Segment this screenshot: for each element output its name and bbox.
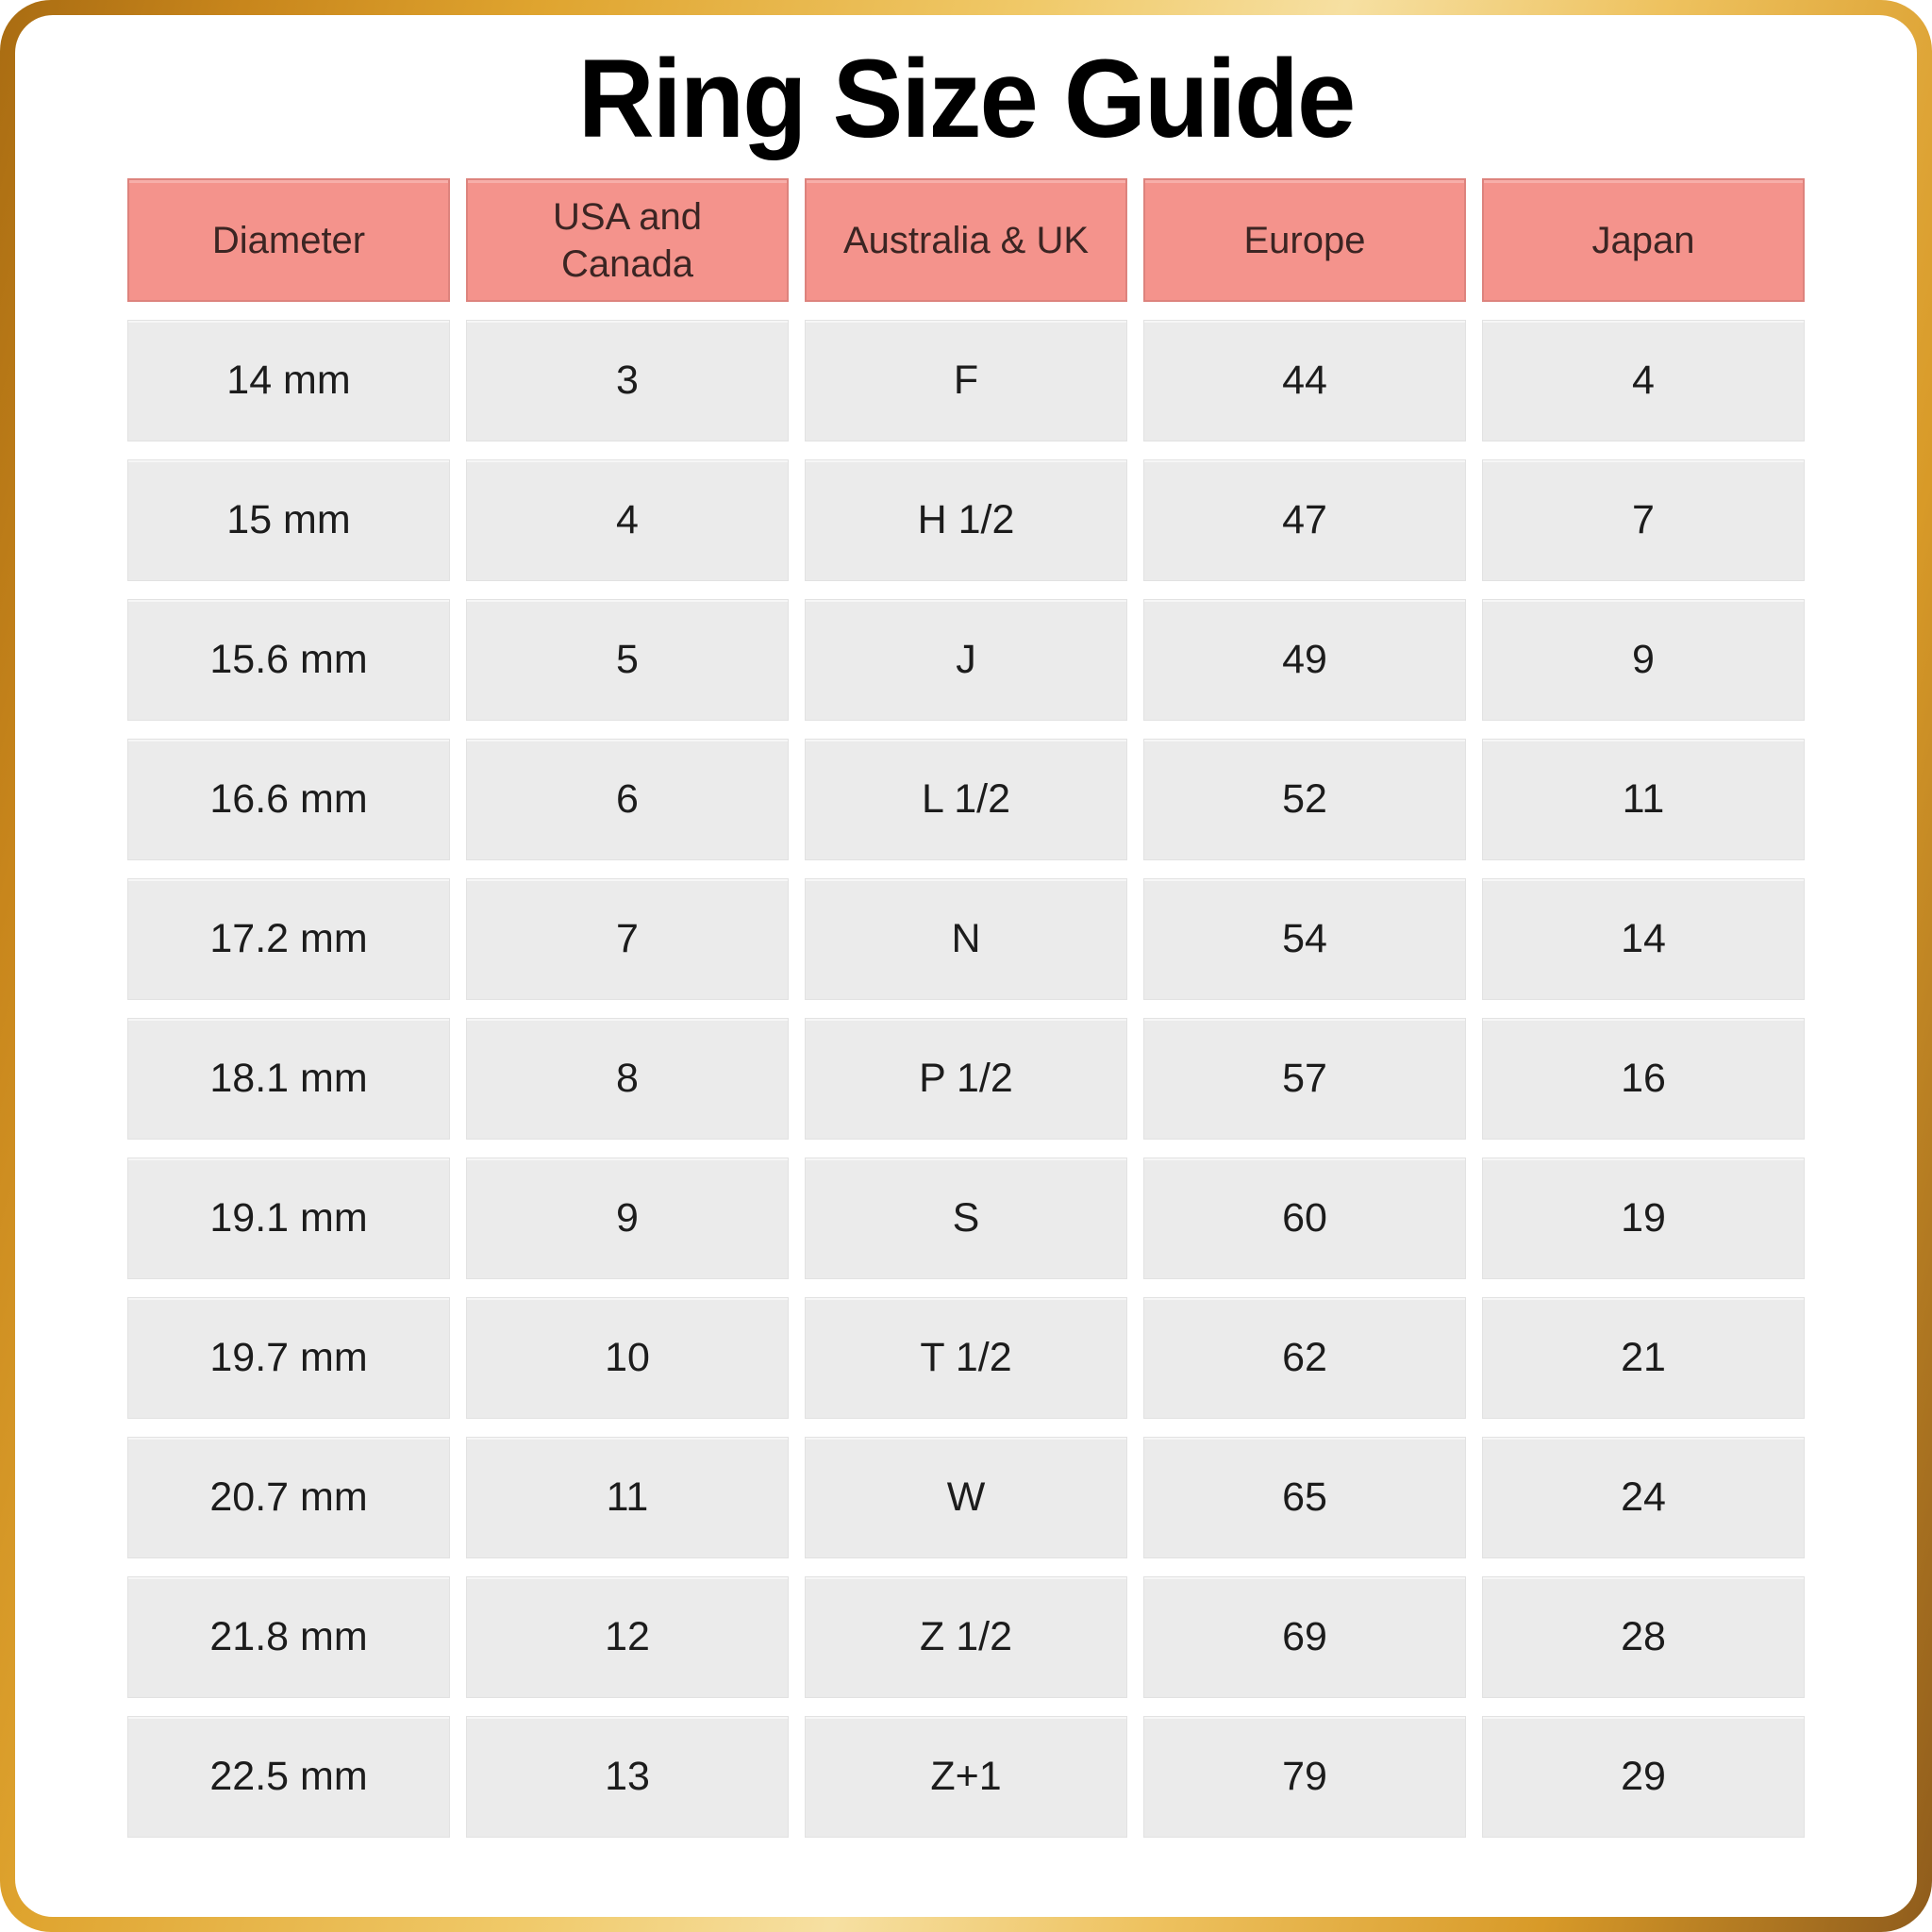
table-cell: 29 (1482, 1716, 1805, 1838)
table-cell: 21.8 mm (127, 1576, 450, 1698)
table-cell: 17.2 mm (127, 878, 450, 1000)
table-cell: 16.6 mm (127, 739, 450, 860)
table-cell: 4 (466, 459, 789, 581)
table-cell: 3 (466, 320, 789, 441)
table-cell: 28 (1482, 1576, 1805, 1698)
header-cell-diameter: Diameter (127, 178, 450, 302)
table-cell: 52 (1143, 739, 1466, 860)
table-cell: 44 (1143, 320, 1466, 441)
table-cell: 19.7 mm (127, 1297, 450, 1419)
table-cell: 7 (1482, 459, 1805, 581)
table-cell: 7 (466, 878, 789, 1000)
table-cell: 11 (1482, 739, 1805, 860)
table-cell: 11 (466, 1437, 789, 1558)
table-cell: P 1/2 (805, 1018, 1127, 1140)
table-cell: S (805, 1158, 1127, 1279)
table-cell: W (805, 1437, 1127, 1558)
table-cell: 20.7 mm (127, 1437, 450, 1558)
header-cell-usa-canada: USA and Canada (466, 178, 789, 302)
table-cell: 9 (466, 1158, 789, 1279)
table-cell: Z+1 (805, 1716, 1127, 1838)
table-cell: 22.5 mm (127, 1716, 450, 1838)
table-cell: 57 (1143, 1018, 1466, 1140)
table-cell: 54 (1143, 878, 1466, 1000)
header-cell-europe: Europe (1143, 178, 1466, 302)
table-cell: 6 (466, 739, 789, 860)
header-cell-japan: Japan (1482, 178, 1805, 302)
table-cell: 19 (1482, 1158, 1805, 1279)
table-cell: 24 (1482, 1437, 1805, 1558)
table-cell: 8 (466, 1018, 789, 1140)
page-background (15, 15, 1917, 1917)
table-cell: 14 (1482, 878, 1805, 1000)
table-cell: 10 (466, 1297, 789, 1419)
table-cell: 21 (1482, 1297, 1805, 1419)
table-cell: J (805, 599, 1127, 721)
table-cell: 60 (1143, 1158, 1466, 1279)
table-cell: 65 (1143, 1437, 1466, 1558)
table-cell: T 1/2 (805, 1297, 1127, 1419)
table-cell: 15.6 mm (127, 599, 450, 721)
table-cell: 15 mm (127, 459, 450, 581)
table-cell: 4 (1482, 320, 1805, 441)
table-cell: 47 (1143, 459, 1466, 581)
table-cell: 14 mm (127, 320, 450, 441)
table-cell: 16 (1482, 1018, 1805, 1140)
table-cell: Z 1/2 (805, 1576, 1127, 1698)
table-cell: 62 (1143, 1297, 1466, 1419)
table-cell: 19.1 mm (127, 1158, 450, 1279)
header-cell-australia-uk: Australia & UK (805, 178, 1127, 302)
table-cell: 69 (1143, 1576, 1466, 1698)
page-title: Ring Size Guide (577, 36, 1355, 161)
table-cell: H 1/2 (805, 459, 1127, 581)
table-cell: 5 (466, 599, 789, 721)
table-cell: 9 (1482, 599, 1805, 721)
table-cell: L 1/2 (805, 739, 1127, 860)
table-cell: F (805, 320, 1127, 441)
table-cell: N (805, 878, 1127, 1000)
table-cell: 79 (1143, 1716, 1466, 1838)
table-cell: 49 (1143, 599, 1466, 721)
table-cell: 13 (466, 1716, 789, 1838)
table-cell: 18.1 mm (127, 1018, 450, 1140)
ring-size-table (127, 178, 1805, 1838)
table-cell: 12 (466, 1576, 789, 1698)
